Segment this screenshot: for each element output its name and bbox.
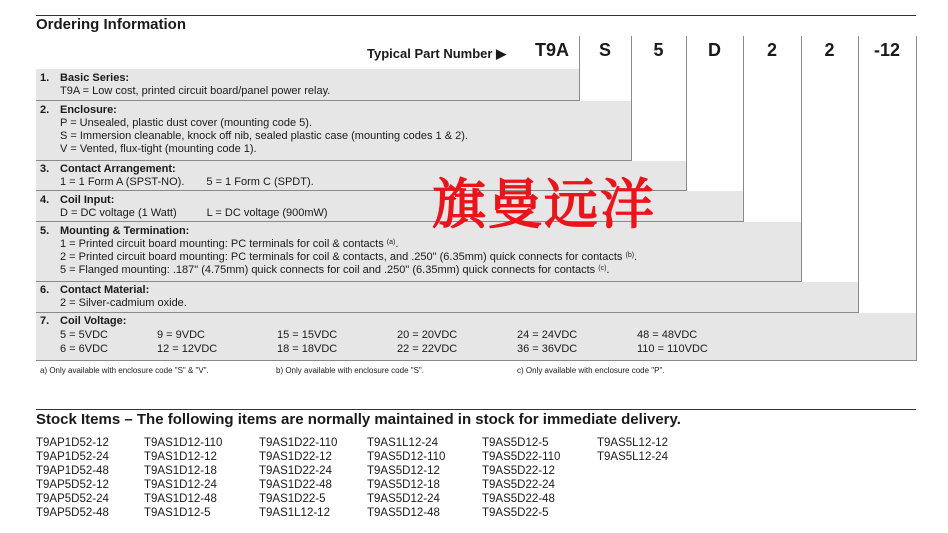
stock-column: [482, 436, 560, 520]
stock-item: T9AS1D12-18: [144, 465, 217, 477]
section-line: V = Vented, flux-tight (mounting code 1).: [60, 143, 257, 155]
voltage-option: 5 = 5VDC: [60, 329, 108, 341]
voltage-option: 15 = 15VDC: [277, 329, 338, 341]
stock-column: [597, 436, 668, 464]
section-heading: Coil Voltage:: [60, 315, 127, 327]
section-contact-material: [40, 284, 187, 310]
footnote-mark: (a): [386, 239, 396, 246]
stock-item: T9AS5D12-48: [367, 507, 440, 519]
section-line: 5 = 1 Form C (SPDT).: [206, 176, 314, 188]
section-number: 1.: [40, 72, 50, 84]
stock-item: T9AP1D52-12: [36, 437, 109, 449]
code-enclosure: S: [598, 40, 611, 60]
stock-item: T9AP5D52-12: [36, 479, 109, 491]
ordering-title: Ordering Information: [36, 16, 186, 33]
line-tail: .: [606, 264, 610, 276]
section-heading: Contact Material:: [60, 284, 150, 296]
typical-part-number-label: Typical Part Number ▶: [367, 46, 507, 61]
stock-column: [367, 436, 445, 520]
section-basic-series: [40, 72, 330, 98]
stock-item: T9AS5L12-12: [597, 437, 668, 449]
section-line: 5 = Flanged mounting: .187" (4.75mm) quick connects for coil and .250" (6.35mm) quick connects for contacts: [60, 264, 596, 276]
stock-item: T9AS5L12-24: [597, 451, 668, 463]
stock-item: T9AS1D22-24: [259, 465, 332, 477]
code-coil-voltage: -12: [873, 40, 900, 60]
section-line: S = Immersion cleanable, knock off nib, sealed plastic case (mounting codes 1 & 2).: [60, 130, 468, 142]
footnote-mark: (c): [598, 265, 607, 272]
section-number: 7.: [40, 315, 50, 327]
section-heading: Coil Input:: [60, 194, 115, 206]
code-contact-arrangement: 5: [653, 40, 664, 60]
section-line: D = DC voltage (1 Watt): [60, 207, 177, 219]
voltage-option: 48 = 48VDC: [637, 329, 698, 341]
stock-item: T9AS1D12-5: [144, 507, 211, 519]
stock-item: T9AS1L12-12: [259, 507, 330, 519]
stock-item: T9AS5D12-18: [367, 479, 440, 491]
section-line: 2 = Silver-cadmium oxide.: [60, 297, 187, 309]
voltage-option: 36 = 36VDC: [517, 343, 578, 355]
footnote-a: a) Only available with enclosure code "S" & "V".: [40, 366, 209, 375]
stock-item: T9AS5D12-110: [367, 451, 446, 463]
section-heading: Contact Arrangement:: [60, 163, 176, 175]
section-coil-input: [40, 194, 328, 220]
stock-item: T9AS5D12-24: [367, 493, 440, 505]
stock-column: [36, 436, 109, 520]
section-number: 6.: [40, 284, 50, 296]
section-number: 4.: [40, 194, 50, 206]
line-tail: .: [634, 251, 638, 263]
stock-column: [144, 436, 222, 520]
section-line: T9A = Low cost, printed circuit board/panel power relay.: [60, 85, 331, 97]
stock-item: T9AS1D12-24: [144, 479, 217, 491]
stock-item: T9AS5D22-12: [482, 465, 555, 477]
section-line: 2 = Printed circuit board mounting: PC terminals for coil & contacts, and .250" (6.35mm) quick connects for contacts: [60, 251, 623, 263]
stock-item: T9AS1D22-48: [259, 479, 332, 491]
stock-item: T9AS5D12-12: [367, 465, 440, 477]
footnote-c: c) Only available with enclosure code "P".: [517, 366, 665, 375]
footnote-mark: (b): [625, 252, 635, 259]
code-series: T9A: [534, 40, 569, 60]
voltage-option: 6 = 6VDC: [60, 343, 108, 355]
voltage-option: 20 = 20VDC: [397, 329, 458, 341]
section-heading: Enclosure:: [60, 104, 117, 116]
section-enclosure: [40, 104, 468, 156]
stock-item: T9AS1D22-12: [259, 451, 332, 463]
stock-item: T9AS5D22-48: [482, 493, 555, 505]
voltage-option: 18 = 18VDC: [277, 343, 338, 355]
code-contact-material: 2: [824, 40, 835, 60]
stock-item: T9AS1D22-5: [259, 493, 326, 505]
stock-item: T9AS1D12-12: [144, 451, 217, 463]
section-contact-arrangement: [40, 163, 314, 189]
footnote-b: b) Only available with enclosure code "S".: [276, 366, 424, 375]
section-line: 1 = Printed circuit board mounting: PC terminals for coil & contacts: [60, 238, 384, 250]
stock-item: T9AS5D22-110: [482, 451, 561, 463]
stock-item: T9AS1D22-110: [259, 437, 338, 449]
stock-item: T9AS5D22-24: [482, 479, 555, 491]
line-tail: .: [395, 238, 399, 250]
stock-item: T9AP1D52-24: [36, 451, 109, 463]
voltage-option: 12 = 12VDC: [157, 343, 218, 355]
section-number: 3.: [40, 163, 50, 175]
section-line: P = Unsealed, plastic dust cover (mounting code 5).: [60, 117, 313, 129]
watermark-text: 旗曼远洋: [432, 173, 656, 236]
section-line: 1 = 1 Form A (SPST-NO).: [60, 176, 185, 188]
stock-title: Stock Items – The following items are normally maintained in stock for immediate delivery.: [36, 411, 681, 428]
voltage-option: 110 = 110VDC: [637, 343, 708, 355]
section-coil-voltage: [40, 315, 126, 328]
voltage-option: 22 = 22VDC: [397, 343, 458, 355]
code-mounting: 2: [766, 40, 777, 60]
section-heading: Basic Series:: [60, 72, 130, 84]
connector-line: [858, 36, 859, 313]
stock-item: T9AS5D12-5: [482, 437, 549, 449]
section-number: 2.: [40, 104, 50, 116]
code-coil-input: D: [708, 40, 721, 60]
stock-item: T9AP5D52-48: [36, 507, 109, 519]
stock-item: T9AP1D52-48: [36, 465, 109, 477]
stock-item: T9AS1D12-48: [144, 493, 217, 505]
section-heading: Mounting & Termination:: [60, 225, 190, 237]
stock-column: [259, 436, 337, 520]
stock-item: T9AS1D12-110: [144, 437, 223, 449]
stock-item: T9AP5D52-24: [36, 493, 109, 505]
section-line: L = DC voltage (900mW): [206, 207, 328, 219]
stock-item: T9AS1L12-24: [367, 437, 438, 449]
stock-rule: [36, 409, 916, 410]
stock-item: T9AS5D22-5: [482, 507, 549, 519]
section-number: 5.: [40, 225, 50, 237]
voltage-option: 9 = 9VDC: [157, 329, 205, 341]
voltage-option: 24 = 24VDC: [517, 329, 578, 341]
